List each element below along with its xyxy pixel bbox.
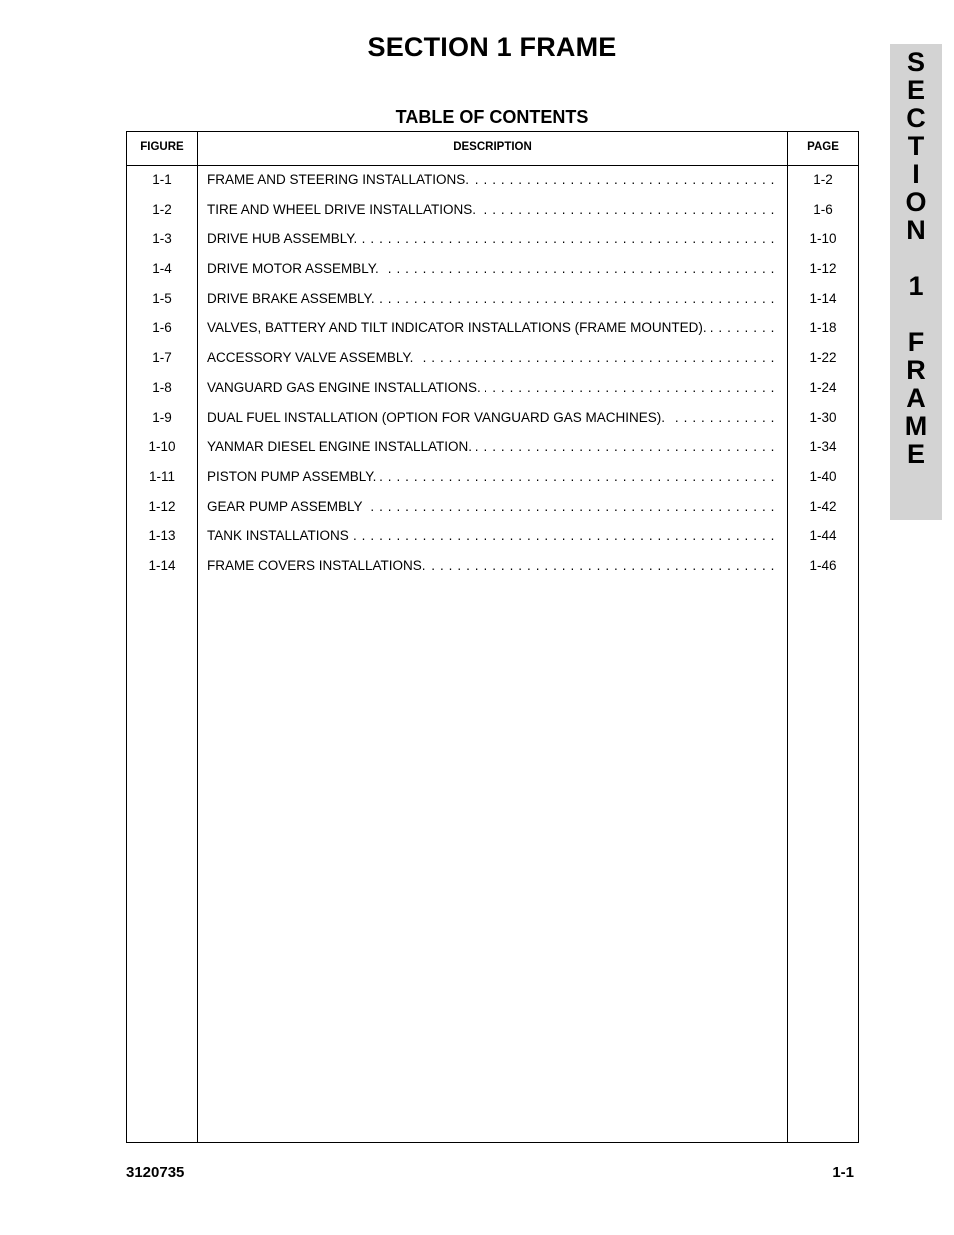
toc-page-number: 1-18 <box>809 320 837 336</box>
toc-description <box>207 528 775 543</box>
toc-page-number: 1-30 <box>809 409 837 425</box>
toc-figure-number: 1-6 <box>152 320 172 336</box>
toc-figure-number: 1-12 <box>148 498 176 514</box>
toc-description-text: VANGUARD GAS ENGINE INSTALLATIONS. <box>207 380 485 395</box>
toc-figure-number: 1-5 <box>152 290 172 306</box>
side-tab-letter: I <box>912 159 920 189</box>
toc-title: TABLE OF CONTENTS <box>395 107 589 127</box>
header-figure: FIGURE <box>140 141 184 153</box>
page-title: SECTION 1 FRAME <box>367 32 617 62</box>
footer-doc-number: 3120735 <box>126 1164 185 1181</box>
toc-description-text: ACCESSORY VALVE ASSEMBLY. <box>207 350 417 365</box>
side-tab-letter: R <box>906 355 926 385</box>
toc-row <box>127 259 858 289</box>
toc-page-number: 1-12 <box>809 261 837 277</box>
toc-figure-number: 1-2 <box>152 201 172 217</box>
toc-row <box>127 289 858 319</box>
side-tab-letter: T <box>907 131 925 161</box>
toc-description <box>207 380 775 395</box>
toc-row <box>127 170 858 200</box>
toc-description <box>207 439 775 454</box>
toc-rows <box>127 170 858 586</box>
toc-description <box>207 261 775 276</box>
side-tab-letter: 1 <box>908 271 924 301</box>
toc-description-text: YANMAR DIESEL ENGINE INSTALLATION. <box>207 439 476 454</box>
toc-description <box>207 350 775 365</box>
toc-row <box>127 200 858 230</box>
toc-description <box>207 172 775 187</box>
toc-row <box>127 467 858 497</box>
header-page: PAGE <box>807 141 839 153</box>
toc-description <box>207 499 775 514</box>
toc-page-number: 1-44 <box>809 528 837 544</box>
toc-page-number: 1-42 <box>809 498 837 514</box>
side-tab-letter: S <box>906 47 925 77</box>
toc-description-text: FRAME AND STEERING INSTALLATIONS. <box>207 172 473 187</box>
side-tab-letter: F <box>907 327 925 357</box>
toc-row <box>127 229 858 259</box>
toc-description <box>207 291 775 306</box>
side-tab-letter: C <box>906 103 926 133</box>
toc-page-number: 1-34 <box>809 439 837 455</box>
toc-row <box>127 378 858 408</box>
toc-figure-number: 1-4 <box>152 261 172 277</box>
toc-description-text: DUAL FUEL INSTALLATION (OPTION FOR VANGUARD GAS MACHINES). <box>207 410 669 425</box>
toc-figure-number: 1-10 <box>148 439 176 455</box>
toc-figure-number: 1-11 <box>148 468 176 484</box>
toc-row <box>127 556 858 586</box>
toc-figure-number: 1-9 <box>152 409 172 425</box>
toc-page-number: 1-10 <box>809 231 837 247</box>
toc-description-text: TANK INSTALLATIONS <box>207 528 353 543</box>
toc-page-number: 1-22 <box>809 350 837 366</box>
toc-row <box>127 497 858 527</box>
toc-description <box>207 410 775 425</box>
toc-description-text: GEAR PUMP ASSEMBLY <box>207 499 367 514</box>
toc-page-number: 1-46 <box>809 557 837 573</box>
toc-table <box>126 131 859 1143</box>
toc-figure-number: 1-7 <box>152 350 172 366</box>
toc-row <box>127 348 858 378</box>
toc-page-number: 1-6 <box>813 201 833 217</box>
toc-page-number: 1-2 <box>813 172 833 187</box>
side-tab-letters <box>890 48 942 468</box>
toc-figure-number: 1-8 <box>152 379 172 395</box>
toc-figure-number: 1-14 <box>148 557 176 573</box>
toc-page-number: 1-24 <box>809 379 837 395</box>
side-tab-letter: A <box>906 383 926 413</box>
toc-row <box>127 526 858 556</box>
toc-row <box>127 408 858 438</box>
toc-row <box>127 318 858 348</box>
toc-description-text: FRAME COVERS INSTALLATIONS. <box>207 558 430 573</box>
side-tab-letter: O <box>905 187 927 217</box>
toc-description-text: DRIVE HUB ASSEMBLY. <box>207 231 361 246</box>
toc-description <box>207 231 775 246</box>
side-tab-letter: E <box>906 75 925 105</box>
side-tab-letter <box>890 300 942 328</box>
toc-description-text: PISTON PUMP ASSEMBLY. <box>207 469 380 484</box>
toc-description-text: VALVES, BATTERY AND TILT INDICATOR INSTALLATIONS (FRAME MOUNTED). <box>207 320 711 335</box>
toc-description-text: TIRE AND WHEEL DRIVE INSTALLATIONS. <box>207 202 480 217</box>
toc-description <box>207 469 775 484</box>
footer-page-number: 1-1 <box>832 1164 854 1181</box>
section-side-tab <box>890 44 942 520</box>
toc-description <box>207 202 775 217</box>
toc-figure-number: 1-1 <box>152 172 172 187</box>
side-tab-letter: M <box>904 411 928 441</box>
toc-page-number: 1-40 <box>809 468 837 484</box>
side-tab-letter: N <box>906 215 926 245</box>
side-tab-letter <box>890 244 942 272</box>
toc-description <box>207 558 775 573</box>
toc-page-number: 1-14 <box>809 290 837 306</box>
side-tab-letter: E <box>906 439 925 469</box>
toc-description-text: DRIVE BRAKE ASSEMBLY. <box>207 291 379 306</box>
header-description: DESCRIPTION <box>453 141 532 153</box>
toc-figure-number: 1-3 <box>152 231 172 247</box>
toc-row <box>127 437 858 467</box>
toc-description-text: DRIVE MOTOR ASSEMBLY. <box>207 261 383 276</box>
toc-figure-number: 1-13 <box>148 528 176 544</box>
header-divider <box>127 165 858 166</box>
toc-description <box>207 320 775 335</box>
